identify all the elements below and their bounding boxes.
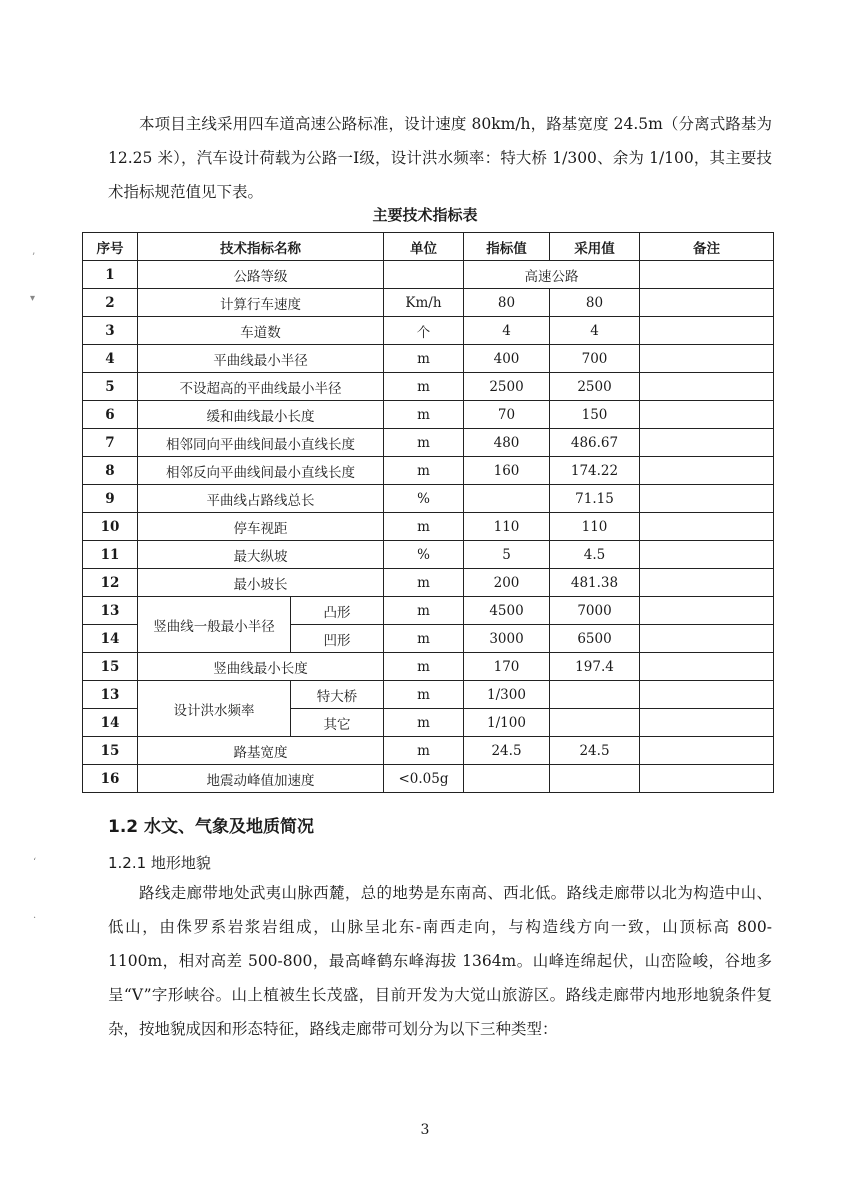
row-adopted: 700 bbox=[550, 345, 640, 373]
row-adopted: 4.5 bbox=[550, 541, 640, 569]
row-unit: m bbox=[384, 597, 464, 625]
row-note bbox=[640, 541, 774, 569]
row-name: 停车视距 bbox=[138, 513, 384, 541]
row-note bbox=[640, 429, 774, 457]
row-name: 缓和曲线最小长度 bbox=[138, 401, 384, 429]
row-sub-name: 凸形 bbox=[291, 597, 384, 625]
row-adopted: 174.22 bbox=[550, 457, 640, 485]
row-name: 车道数 bbox=[138, 317, 384, 345]
row-unit bbox=[384, 261, 464, 289]
row-unit: m bbox=[384, 457, 464, 485]
table-row bbox=[83, 317, 774, 345]
row-unit: % bbox=[384, 541, 464, 569]
table-row bbox=[83, 373, 774, 401]
row-no: 3 bbox=[83, 317, 138, 345]
table-row bbox=[83, 737, 774, 765]
table-row bbox=[83, 513, 774, 541]
row-no: 15 bbox=[83, 737, 138, 765]
row-value: 4500 bbox=[464, 597, 550, 625]
row-note bbox=[640, 457, 774, 485]
row-value: 2500 bbox=[464, 373, 550, 401]
row-name: 路基宽度 bbox=[138, 737, 384, 765]
table-row bbox=[83, 457, 774, 485]
row-no: 1 bbox=[83, 261, 138, 289]
table-row bbox=[83, 261, 774, 289]
row-no: 15 bbox=[83, 653, 138, 681]
row-value: 110 bbox=[464, 513, 550, 541]
table-row bbox=[83, 681, 774, 709]
row-name: 平曲线最小半径 bbox=[138, 345, 384, 373]
row-unit: Km/h bbox=[384, 289, 464, 317]
row-name: 竖曲线最小长度 bbox=[138, 653, 384, 681]
row-adopted: 110 bbox=[550, 513, 640, 541]
row-unit: m bbox=[384, 681, 464, 709]
row-note bbox=[640, 737, 774, 765]
row-note bbox=[640, 625, 774, 653]
header-cell-unit: 单位 bbox=[384, 233, 464, 261]
scan-speck: · bbox=[33, 913, 37, 924]
row-name: 最大纵坡 bbox=[138, 541, 384, 569]
row-adopted: 24.5 bbox=[550, 737, 640, 765]
row-unit: m bbox=[384, 345, 464, 373]
row-name: 最小坡长 bbox=[138, 569, 384, 597]
row-value: 400 bbox=[464, 345, 550, 373]
row-unit: m bbox=[384, 625, 464, 653]
row-name: 相邻反向平曲线间最小直线长度 bbox=[138, 457, 384, 485]
table-row bbox=[83, 485, 774, 513]
row-adopted: 481.38 bbox=[550, 569, 640, 597]
row-no: 5 bbox=[83, 373, 138, 401]
row-value: 高速公路 bbox=[464, 261, 640, 289]
page-number: 3 bbox=[420, 1122, 430, 1138]
row-note bbox=[640, 261, 774, 289]
row-note bbox=[640, 709, 774, 737]
row-value: 480 bbox=[464, 429, 550, 457]
row-no: 6 bbox=[83, 401, 138, 429]
row-unit: m bbox=[384, 429, 464, 457]
scan-speck: ▾ bbox=[30, 293, 36, 304]
row-no: 4 bbox=[83, 345, 138, 373]
row-adopted: 4 bbox=[550, 317, 640, 345]
row-value: 3000 bbox=[464, 625, 550, 653]
scan-speck: ’ bbox=[32, 252, 36, 263]
row-unit: m bbox=[384, 401, 464, 429]
row-unit: m bbox=[384, 653, 464, 681]
row-no: 13 bbox=[83, 597, 138, 625]
row-no: 9 bbox=[83, 485, 138, 513]
row-sub-name: 其它 bbox=[291, 709, 384, 737]
row-no: 10 bbox=[83, 513, 138, 541]
row-unit: m bbox=[384, 373, 464, 401]
row-note bbox=[640, 401, 774, 429]
row-no: 2 bbox=[83, 289, 138, 317]
row-note bbox=[640, 569, 774, 597]
row-unit: m bbox=[384, 737, 464, 765]
row-adopted: 2500 bbox=[550, 373, 640, 401]
row-note bbox=[640, 485, 774, 513]
table-row bbox=[83, 653, 774, 681]
row-no: 16 bbox=[83, 765, 138, 793]
row-adopted bbox=[550, 709, 640, 737]
row-value: 1/100 bbox=[464, 709, 550, 737]
row-note bbox=[640, 597, 774, 625]
section-heading: 1.2 水文、气象及地质简况 bbox=[108, 817, 315, 837]
row-note bbox=[640, 681, 774, 709]
row-adopted: 486.67 bbox=[550, 429, 640, 457]
table-row bbox=[83, 401, 774, 429]
row-value: 70 bbox=[464, 401, 550, 429]
row-adopted: 80 bbox=[550, 289, 640, 317]
row-adopted: 197.4 bbox=[550, 653, 640, 681]
row-note bbox=[640, 317, 774, 345]
spec-table bbox=[82, 232, 774, 793]
row-no: 14 bbox=[83, 709, 138, 737]
header-cell-name: 技术指标名称 bbox=[138, 233, 384, 261]
row-name: 公路等级 bbox=[138, 261, 384, 289]
row-unit: m bbox=[384, 513, 464, 541]
row-value: 170 bbox=[464, 653, 550, 681]
row-value: 1/300 bbox=[464, 681, 550, 709]
row-note bbox=[640, 373, 774, 401]
row-value: 4 bbox=[464, 317, 550, 345]
row-no: 14 bbox=[83, 625, 138, 653]
row-unit: m bbox=[384, 569, 464, 597]
row-value: 80 bbox=[464, 289, 550, 317]
terrain-paragraph: 路线走廊带地处武夷山脉西麓，总的地势是东南高、西北低。路线走廊带以北为构造中山、低山，由侏罗系岩浆岩组成，山脉呈北东-南西走向，与构造线方向一致，山顶标高 800-1100m，相对高差 500-800，最高峰鹤东峰海拔 1364m。山峰连绵起伏，山峦险峻，谷地多呈“V”字形峡谷。山上植被生长茂盛，目前开发为大觉山旅游区。路线走廊带内地形地貌条件复杂，按地貌成因和形态特征，路线走廊带可划分为以下三种类型： bbox=[108, 884, 772, 1038]
row-adopted bbox=[550, 681, 640, 709]
row-no: 12 bbox=[83, 569, 138, 597]
row-name: 计算行车速度 bbox=[138, 289, 384, 317]
table-row bbox=[83, 541, 774, 569]
row-name: 地震动峰值加速度 bbox=[138, 765, 384, 793]
row-adopted bbox=[550, 765, 640, 793]
table-title: 主要技术指标表 bbox=[372, 206, 478, 224]
table-row bbox=[83, 289, 774, 317]
table-header-row bbox=[83, 233, 774, 261]
header-cell-value: 指标值 bbox=[464, 233, 550, 261]
row-value bbox=[464, 485, 550, 513]
row-unit: 个 bbox=[384, 317, 464, 345]
table-row bbox=[83, 345, 774, 373]
header-cell-adopted: 采用值 bbox=[550, 233, 640, 261]
row-note bbox=[640, 513, 774, 541]
row-value: 200 bbox=[464, 569, 550, 597]
header-cell-no: 序号 bbox=[83, 233, 138, 261]
row-name: 平曲线占路线总长 bbox=[138, 485, 384, 513]
row-name: 不设超高的平曲线最小半径 bbox=[138, 373, 384, 401]
table-row bbox=[83, 597, 774, 625]
row-no: 7 bbox=[83, 429, 138, 457]
row-sub-name: 凹形 bbox=[291, 625, 384, 653]
subsection-heading: 1.2.1 地形地貌 bbox=[108, 854, 211, 872]
row-no: 8 bbox=[83, 457, 138, 485]
row-unit: m bbox=[384, 709, 464, 737]
row-group-name: 竖曲线一般最小半径 bbox=[138, 597, 291, 653]
intro-paragraph: 本项目主线采用四车道高速公路标准，设计速度 80km/h，路基宽度 24.5m（分离式路基为 12.25 米），汽车设计荷载为公路一I级，设计洪水频率：特大桥 1/300、余为 1/100，其主要技术指标规范值见下表。 bbox=[108, 115, 772, 201]
row-adopted: 71.15 bbox=[550, 485, 640, 513]
row-unit: <0.05g bbox=[384, 765, 464, 793]
row-no: 11 bbox=[83, 541, 138, 569]
table-row bbox=[83, 569, 774, 597]
row-unit: % bbox=[384, 485, 464, 513]
row-adopted: 150 bbox=[550, 401, 640, 429]
row-value bbox=[464, 765, 550, 793]
row-note bbox=[640, 653, 774, 681]
table-row bbox=[83, 765, 774, 793]
row-note bbox=[640, 345, 774, 373]
row-value: 160 bbox=[464, 457, 550, 485]
row-note bbox=[640, 289, 774, 317]
row-adopted: 7000 bbox=[550, 597, 640, 625]
scan-speck: ‘ bbox=[33, 857, 37, 868]
row-value: 5 bbox=[464, 541, 550, 569]
row-group-name: 设计洪水频率 bbox=[138, 681, 291, 737]
row-note bbox=[640, 765, 774, 793]
table-row bbox=[83, 429, 774, 457]
row-adopted: 6500 bbox=[550, 625, 640, 653]
row-sub-name: 特大桥 bbox=[291, 681, 384, 709]
row-no: 13 bbox=[83, 681, 138, 709]
header-cell-note: 备注 bbox=[640, 233, 774, 261]
row-name: 相邻同向平曲线间最小直线长度 bbox=[138, 429, 384, 457]
row-value: 24.5 bbox=[464, 737, 550, 765]
